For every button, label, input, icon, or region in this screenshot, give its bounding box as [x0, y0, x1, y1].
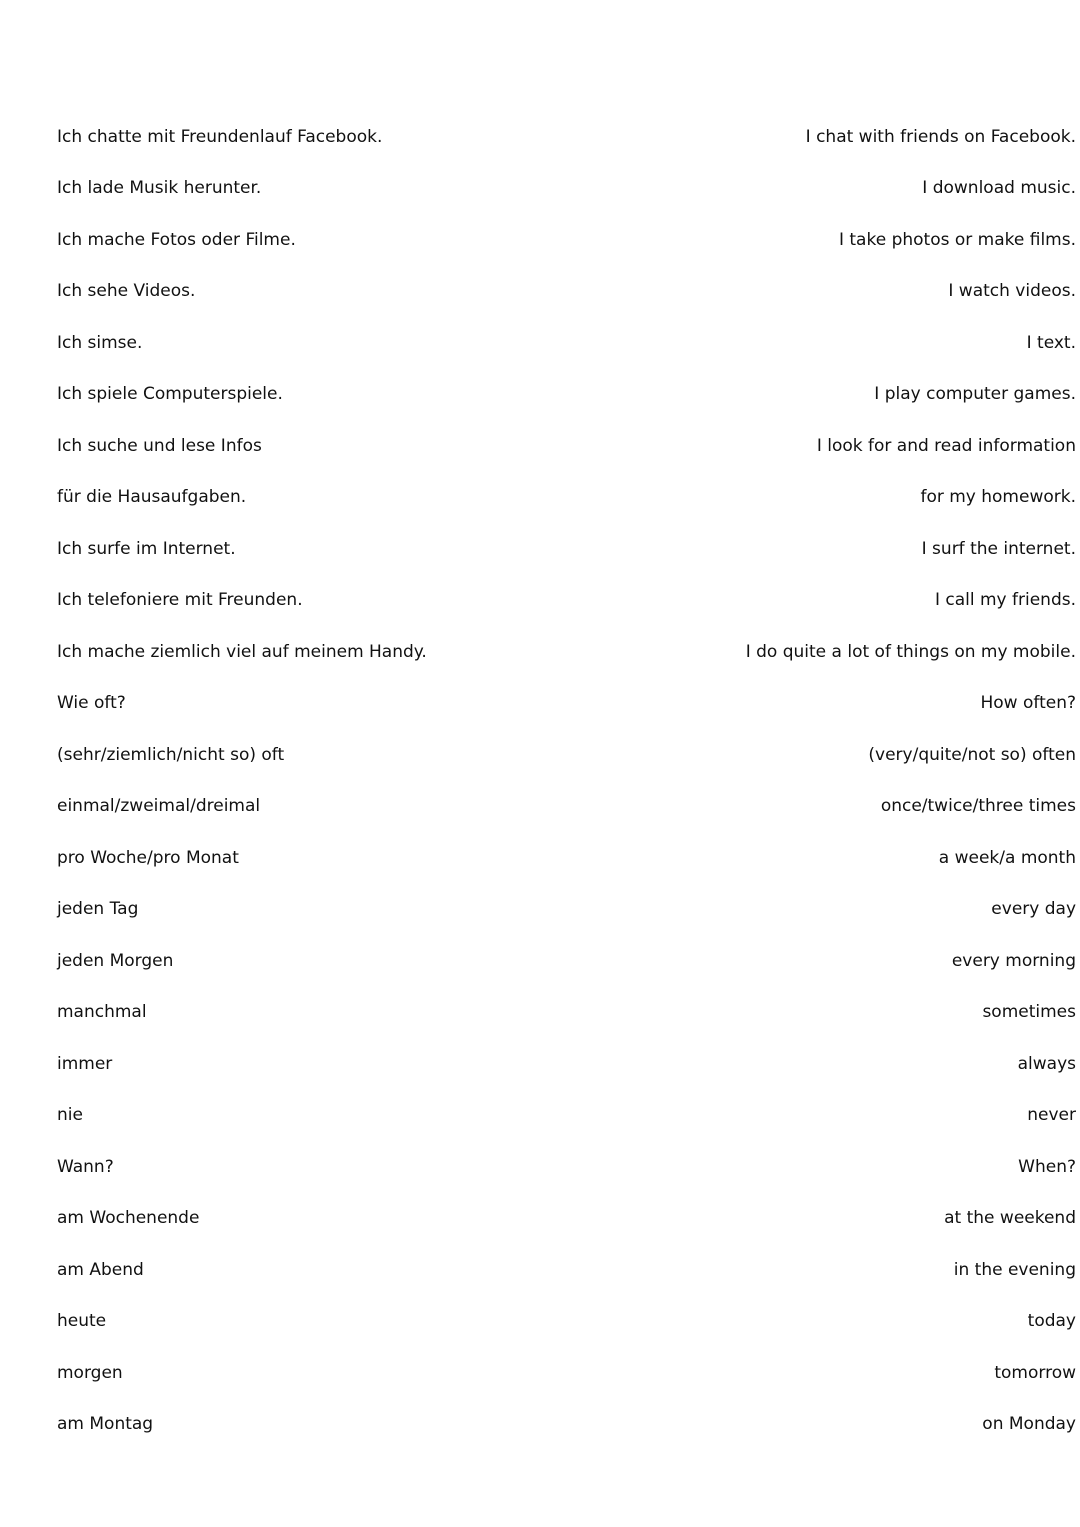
vocab-row [57, 575, 1076, 627]
german-phrase: jeden Tag [57, 899, 139, 920]
english-translation: always [1017, 1053, 1076, 1074]
german-phrase: immer [57, 1053, 113, 1074]
german-phrase: Ich mache ziemlich viel auf meinem Handy. [57, 641, 427, 662]
german-phrase: morgen [57, 1362, 123, 1383]
english-translation: for my homework. [920, 487, 1076, 508]
english-translation: never [1027, 1105, 1076, 1126]
english-translation: I look for and read information [816, 435, 1076, 456]
english-translation: today [1027, 1311, 1076, 1332]
english-translation: When? [1018, 1156, 1076, 1177]
vocab-row [57, 111, 1076, 163]
english-translation: tomorrow [994, 1362, 1076, 1383]
vocab-row [57, 1244, 1076, 1296]
german-phrase: am Montag [57, 1414, 154, 1435]
german-phrase: Wann? [57, 1156, 114, 1177]
english-translation: I do quite a lot of things on my mobile. [745, 641, 1076, 662]
german-phrase: Ich suche und lese Infos [57, 435, 262, 456]
vocab-row [57, 317, 1076, 369]
english-translation: at the weekend [944, 1208, 1076, 1229]
german-phrase: Ich telefoniere mit Freunden. [57, 590, 303, 611]
english-translation: once/twice/three times [880, 796, 1076, 817]
german-phrase: manchmal [57, 1002, 147, 1023]
vocab-row [57, 678, 1076, 730]
vocab-row [57, 163, 1076, 215]
german-phrase: am Abend [57, 1259, 144, 1280]
german-phrase: jeden Morgen [57, 950, 174, 971]
vocab-row [57, 420, 1076, 472]
vocab-row [57, 1399, 1076, 1451]
english-translation: I chat with friends on Facebook. [805, 126, 1076, 147]
vocab-row [57, 832, 1076, 884]
english-translation: I watch videos. [948, 281, 1076, 302]
vocab-row [57, 781, 1076, 833]
german-phrase: Wie oft? [57, 693, 126, 714]
english-translation: I text. [1026, 332, 1076, 353]
german-phrase: pro Woche/pro Monat [57, 847, 239, 868]
english-translation: I take photos or make films. [838, 229, 1076, 250]
german-phrase: einmal/zweimal/dreimal [57, 796, 261, 817]
english-translation: I download music. [922, 178, 1076, 199]
vocab-row [57, 1193, 1076, 1245]
english-translation: on Monday [982, 1414, 1076, 1435]
vocab-row [57, 523, 1076, 575]
english-translation: a week/a month [938, 847, 1076, 868]
german-phrase: Ich simse. [57, 332, 143, 353]
english-translation: How often? [980, 693, 1076, 714]
german-phrase: nie [57, 1105, 83, 1126]
english-translation: I play computer games. [874, 384, 1076, 405]
english-translation: every morning [951, 950, 1076, 971]
german-phrase: am Wochenende [57, 1208, 200, 1229]
vocab-row [57, 1296, 1076, 1348]
german-phrase: für die Hausaufgaben. [57, 487, 247, 508]
english-translation: in the evening [953, 1259, 1076, 1280]
vocabulary-list [57, 111, 1076, 1450]
vocab-row [57, 1038, 1076, 1090]
vocab-row [57, 369, 1076, 421]
english-translation: I surf the internet. [921, 538, 1076, 559]
vocab-row [57, 472, 1076, 524]
vocab-row [57, 266, 1076, 318]
vocab-row [57, 729, 1076, 781]
german-phrase: Ich mache Fotos oder Filme. [57, 229, 296, 250]
vocab-row [57, 214, 1076, 266]
german-phrase: Ich sehe Videos. [57, 281, 196, 302]
english-translation: I call my friends. [934, 590, 1076, 611]
vocab-row [57, 626, 1076, 678]
vocab-row [57, 1141, 1076, 1193]
english-translation: sometimes [982, 1002, 1076, 1023]
vocab-row [57, 1090, 1076, 1142]
vocab-row [57, 987, 1076, 1039]
german-phrase: Ich lade Musik herunter. [57, 178, 262, 199]
german-phrase: heute [57, 1311, 107, 1332]
vocab-row [57, 1347, 1076, 1399]
german-phrase: (sehr/ziemlich/nicht so) oft [57, 744, 285, 765]
german-phrase: Ich chatte mit Freundenlauf Facebook. [57, 126, 383, 147]
vocab-row [57, 884, 1076, 936]
german-phrase: Ich surfe im Internet. [57, 538, 236, 559]
english-translation: (very/quite/not so) often [868, 744, 1076, 765]
english-translation: every day [991, 899, 1076, 920]
vocab-row [57, 935, 1076, 987]
german-phrase: Ich spiele Computerspiele. [57, 384, 283, 405]
